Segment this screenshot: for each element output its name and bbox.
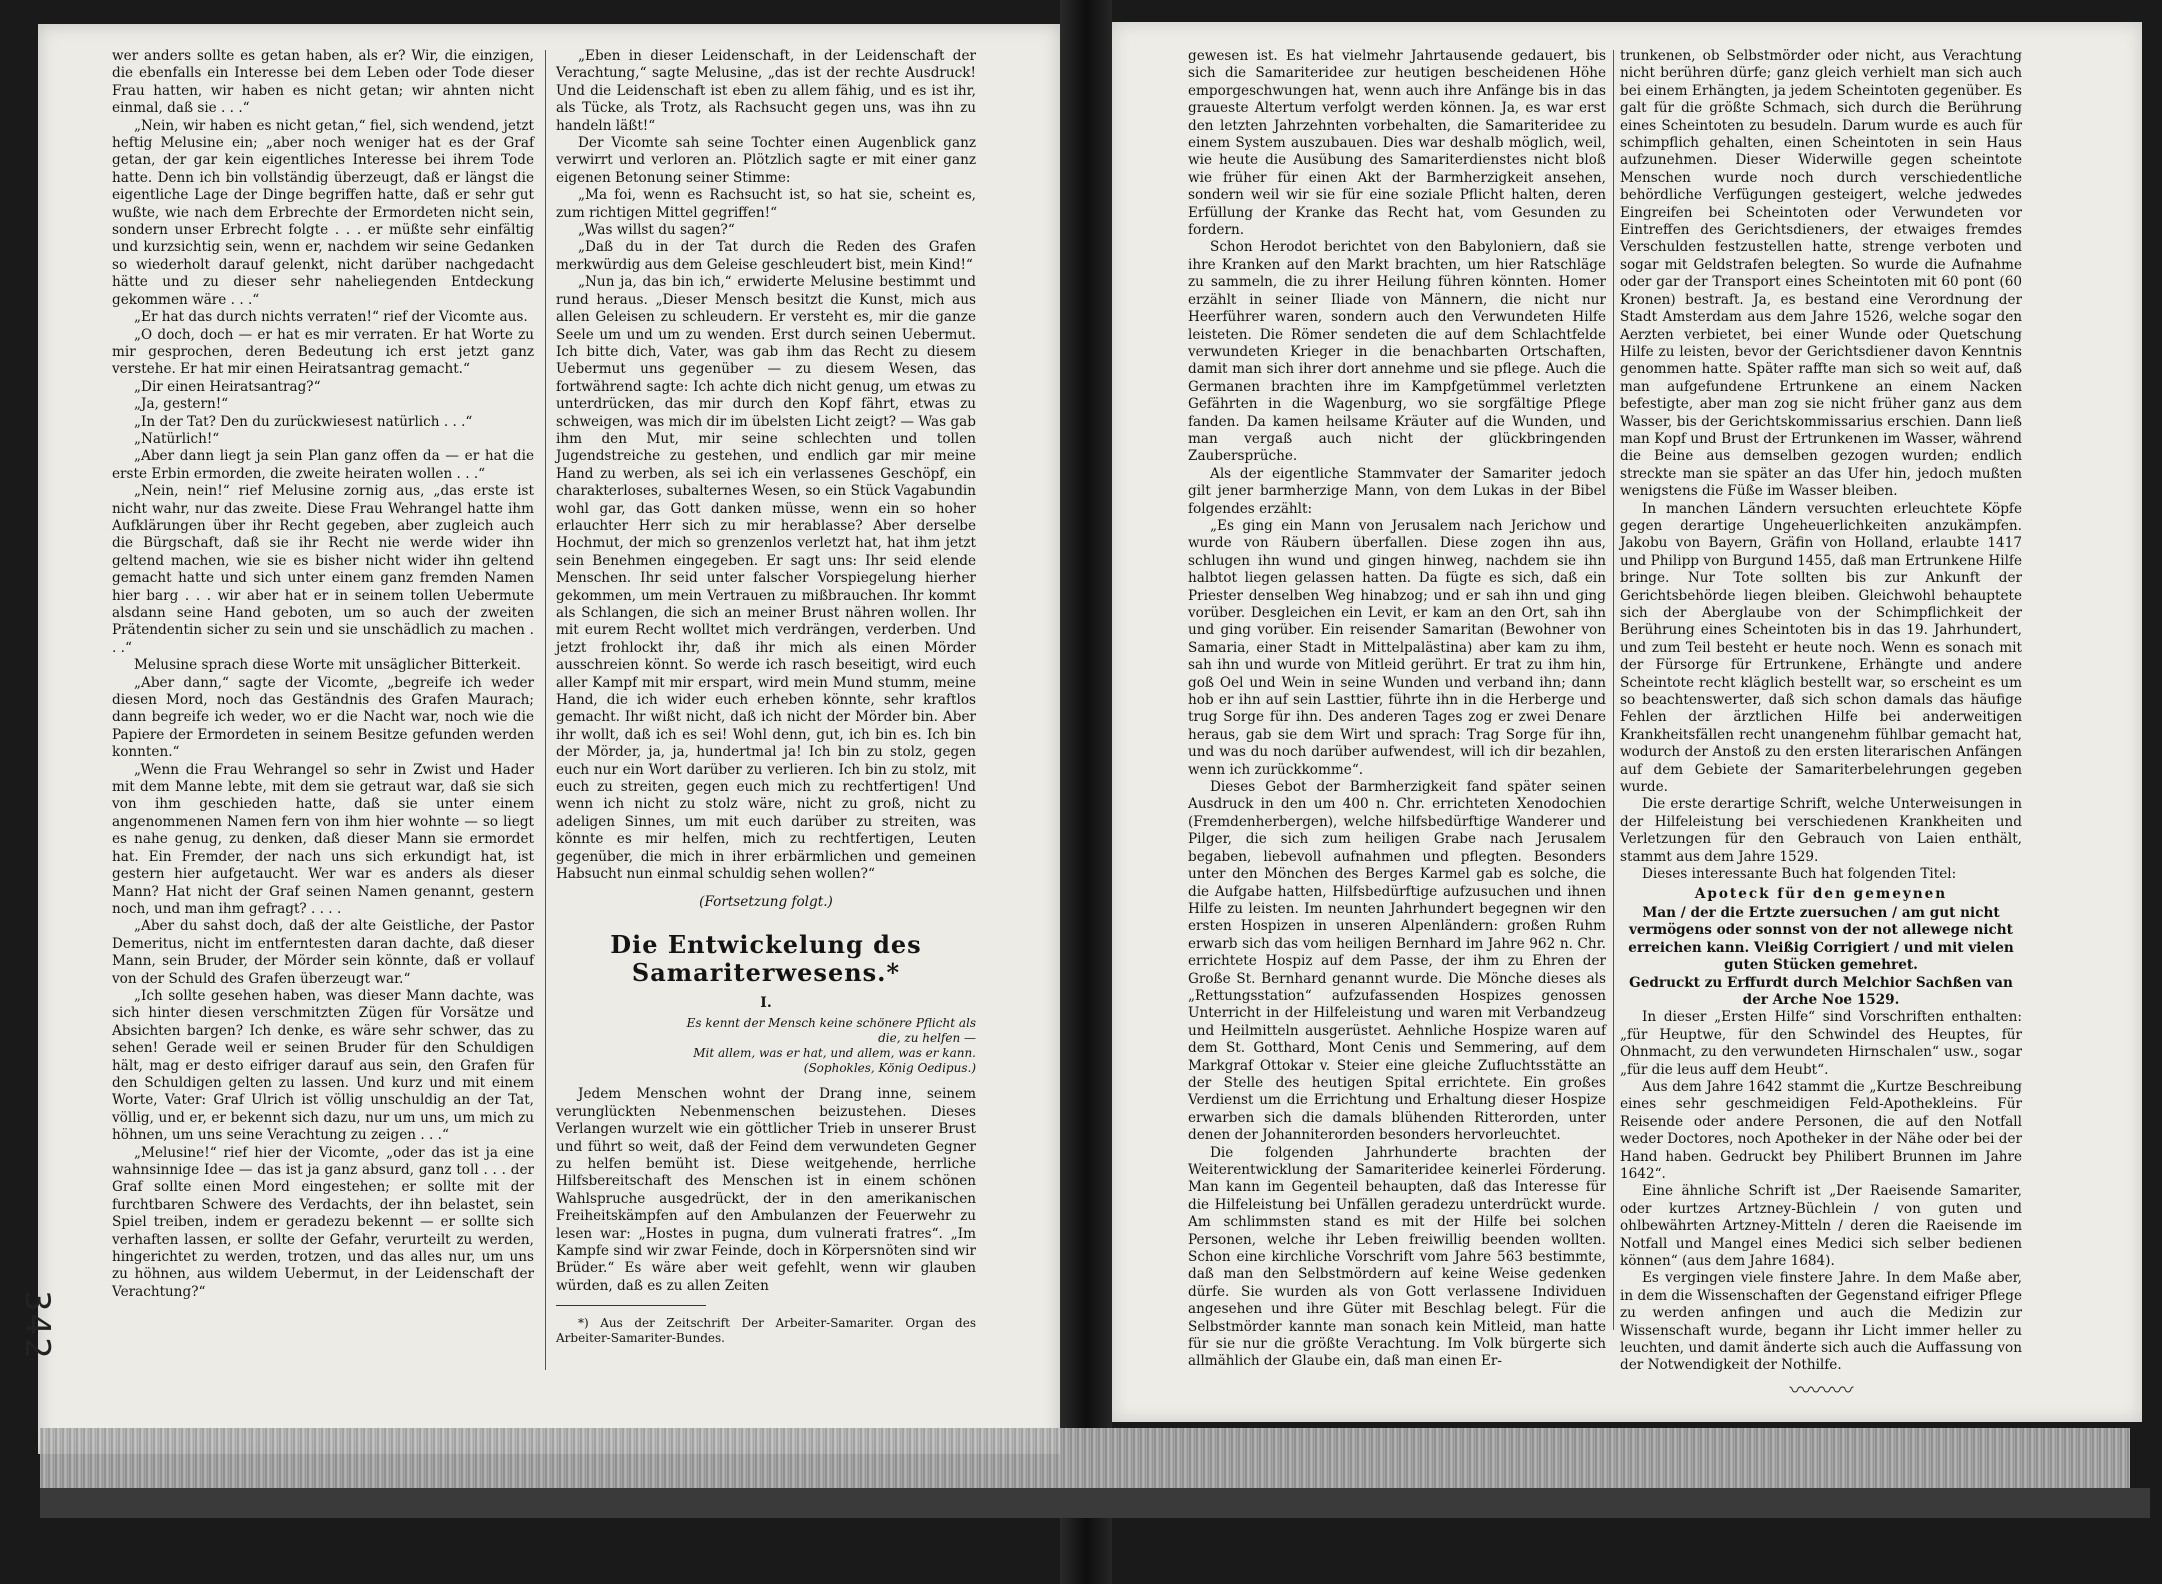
end-ornament: 〰〰〰 [1789,1378,1853,1404]
paragraph: „Aber dann liegt ja sein Plan ganz offen da — er hat die erste Erbin ermorden, die zweite heiraten wollen . . .“ [112,448,534,482]
motto-line: Es kennt der Mensch keine schönere Pflicht als [686,1016,976,1031]
footnote: *) Aus der Zeitschrift Der Arbeiter-Samariter. Organ des Arbeiter-Samariter-Bundes. [556,1316,976,1346]
book-gutter [1060,0,1112,1584]
page-edges [40,1428,2130,1490]
book-title-heading: Apoteck für den gemeynen [1694,885,1948,902]
to-be-continued: (Fortsetzung folgt.) [699,893,833,910]
article-section-number: I. [760,994,772,1011]
motto-line: die, zu helfen — [878,1031,976,1046]
paragraph: „Was willst du sagen?“ [578,222,735,239]
column-3 [1188,48,1606,1370]
paragraph: „Dir einen Heiratsantrag?“ [134,378,321,395]
paragraph: „Ma foi, wenn es Rachsucht ist, so hat sie, scheint es, zum richtigen Mittel gegriffen!“ [556,187,976,221]
paragraph: „Nun ja, das bin ich,“ erwiderte Melusine bestimmt und rund heraus. „Dieser Mensch besitzt die Kunst, mich aus allen Geleisen zu schleudern. Er versteht es, mir die ganze Seele um und um zu wenden. Erst durch seinen Uebermut. Ich bitte dich, Vater, was gab ihm das Recht zu diesem Uebermut uns gegenüber — zu diesem Wesen, das fortwährend sagte: Ich achte dich nicht genug, um etwas zu unterdrücken, das mir durch den Kopf fährt, etwas zu schweigen, was mich dir im übelsten Licht zeigt? — Was gab ihm den Mut, mir seine schlechten und tollen Jugendstreiche zu gestehen, und endlich gar mir meine Hand zu werben, als sei ich ein verlassenes Geschöpf, ein charakterloses, subalternes Wesen, so ein Stück Vagabundin wohl gar, das Gott danken müsse, wenn ein so hoher erlauchter Herr sich zu mir herablasse? Aber derselbe Hochmut, der mich so grenzenlos verletzt hat, hat ihm jetzt sein Benehmen eingegeben. Er sagt uns: Ihr seid elende Menschen. Ihr seid unter falscher Vorspiegelung hierher gekommen, um mein Vertrauen zu mißbrauchen. Ihr kommt als Schlangen, die sich an meiner Brust nähren wollen. Ihr mit eurem Recht wolltet mich verdrängen, verderben. Und jetzt frohlockt ihr, daß ihr mich als einen Mörder ausschreien könnt. So werde ich rasch beseitigt, wird euch aller Kampf mit mir erspart, wird mein Mund stumm, meine Hand, die ich wider euch erheben könnte, sehr kraftlos gemacht. Ihr wißt nicht, daß ich nicht der Mörder bin. Aber ihr wollt, daß ich es sei! Wohl denn, gut, ich bin es. Ich bin der Mörder, ja, ja, hundertmal ja! Ich bin zu stolz, gegen euch nur ein Wort darüber zu verlieren. Ich bin zu stolz, mit euch zu streiten, gegen euch mich zu rechtfertigen! Und wenn ich nicht zu stolz wäre, nicht zu groß, nicht zu adeligen Sinnes, um mit euch darüber zu streiten, was könnte es mir helfen, mich zu rechtfertigen, Leuten gegenüber, die mich in ihrer erbärmlichen und gemeinen Habsucht nun einmal schuldig sehen wollen?“ [556,274,976,883]
article-title: Die Entwickelung des Samariterwesens.* [610,929,922,987]
paragraph: Eine ähnliche Schrift ist „Der Raeisende Samariter, oder kurtzes Artzney-Büchlein / von guten und ohlbewährten Artzney-Mitteln / deren die Raeisende im Notfall und Mangel eines Medici sich selber bedienen können“ (aus dem Jahre 1684). [1620,1183,2022,1270]
paragraph: „Melusine!“ rief hier der Vicomte, „oder das ist ja eine wahnsinnige Idee — das ist ja ganz absurd, ganz toll . . . der Graf sollte einen Mord eingestehen; er sollte mit der furchtbaren Schwere des Verdachts, der ihn belastet, sein Spiel treiben, indem er geradezu bekennt — er sollte sich verhaften lassen, er sollte der Gefahr, verurteilt zu werden, hingerichtet zu werden, trotzen, und das alles nur, um uns zu höhnen, aus wildem Uebermut, in der Leidenschaft der Verachtung?“ [112,1144,534,1300]
column-4 [1620,48,2022,1404]
paragraph: „Es ging ein Mann von Jerusalem nach Jerichow und wurde von Räubern überfallen. Diese zogen ihn aus, schlugen ihn wund und gingen hinweg, nachdem sie ihn halbtot liegen gelassen hatten. Da fügte es sich, daß ein Priester denselben Weg hinabzog; und er sah ihn und ging vorüber. Desgleichen ein Levit, er kam an den Ort, sah ihn und ging vorüber. Ein reisender Samaritan (Bewohner von Samaria, einer Stadt in Mittelpalästina) aber kam zu ihm, sah ihn und wurde von Mitleid gerührt. Er trat zu ihm hin, goß Oel und Wein in seine Wunden und verband ihn; dann hob er ihn auf sein Lasttier, führte ihn in die Herberge und trug Sorge für ihn. Des anderen Tages zog er zwei Denare heraus, gab sie dem Wirt und sprach: Trag Sorge für ihn, und was du noch darüber aufwendest, will ich dir bezahlen, wenn ich zurückkomme“. [1188,517,1606,778]
paragraph: Die folgenden Jahrhunderte brachten der Weiterentwicklung der Samariteridee keinerlei Förderung. Man kann im Gegenteil behaupten, daß das Interesse für die Hilfeleistung bei Unfällen geradezu unterdrückt wurde. Am schlimmsten stand es mit der Hilfe bei solchen Personen, welche ihr Leben freiwillig beenden wollten. Schon eine kirchliche Vorschrift vom Jahre 563 bestimmte, daß man den Selbstmördern auf keine Weise gedenken dürfe. Sie wurden als von Gott verlassene Individuen angesehen und ihre Güter mit Beschlag belegt. Für die Selbstmörder kannte man sonach kein Mitleid, man hatte für sie nur die größte Verachtung. Im Volk bürgerte sich allmählich der Glaube ein, daß man einen Er- [1188,1144,1606,1370]
paragraph: „O doch, doch — er hat es mir verraten. Er hat Worte zu mir gesprochen, deren Bedeutung ich erst jetzt ganz verstehe. Er hat mir einen Heiratsantrag gemacht.“ [112,326,534,378]
book-title-imprint: Gedruckt zu Erffurdt durch Melchior Sachßen van der Arche Noe 1529. [1629,974,2013,1008]
paragraph: Melusine sprach diese Worte mit unsäglicher Bitterkeit. [134,657,521,674]
paragraph: „In der Tat? Den du zurückwiesest natürlich . . .“ [134,413,473,430]
article-motto [596,1016,976,1076]
paragraph: „Eben in dieser Leidenschaft, in der Leidenschaft der Verachtung,“ sagte Melusine, „das ist der rechte Ausdruck! Und die Leidenschaft ist eben zu allem fähig, und es ist ihr, als Tücke, als Trotz, als Rachsucht gegen uns, was ihn zu handeln läßt!“ [556,48,976,134]
paragraph: Dieses Gebot der Barmherzigkeit fand später seinen Ausdruck in den um 400 n. Chr. errichteten Xenodochien (Fremdenherbergen), welche hilfsbedürftige Wanderer und Pilger, die sich zum heiligen Grabe nach Jerusalem begaben, liebevoll aufnahmen und pflegten. Besonders unter den Mönchen des Berges Karmel gab es solche, die die Aufgabe hatten, Hilfsbedürftige aufzusuchen und ihnen Hilfe zu leisten. Im neunten Jahrhundert begegnen wir den ersten Hospizen in unseren Alpenländern: großen Ruhm erwarb sich das vom heiligen Bernhard im Jahre 962 n. Chr. errichtete Hospiz auf dem Passe, der ihm zu Ehren der Große St. Bernhard genannt wurde. Die Mönche dieses als „Rettungsstation“ aufzufassenden Hospizes genossen Unterricht in der Hilfeleistung und waren mit Verbandzeug und Heilmitteln ausgerüstet. Aehnliche Hospize waren auf dem St. Gotthard, Mont Cenis und Semmering, auf dem Markgraf Ottokar v. Steier eine gleiche Zufluchtsstätte an der Stelle des heutigen Spital errichtete. Ein großes Verdienst um die Errichtung und Erhaltung dieser Hospize erwarben sich die damals blühenden Ritterorden, unter denen der Johanniterorden besonders hervorleuchtet. [1188,779,1606,1144]
column-divider [545,50,546,1370]
novel-continuation [556,48,976,884]
column-4-body [1620,48,2022,884]
paragraph: gewesen ist. Es hat vielmehr Jahrtausende gedauert, bis sich die Samariteridee zur heutigen bescheidenen Höhe emporgeschwungen hat, wenn auch ihre Anfänge bis in das graueste Altertum verfolgt werden können. Ja, es war erst den letzten Jahrzehnten vorbehalten, die Samariteridee zu einem System auszubauen. Dies war deshalb möglich, weil, wie heute die Ausübung des Samariterdienstes nicht bloß wie früher für einen Akt der Barmherzigkeit ansehen, sondern weil wir sie für eine soziale Pflicht halten, deren Erfüllung der Kranke das Recht hat, vom Gesunden zu fordern. [1188,48,1606,239]
column-1 [112,48,534,1378]
paragraph: Aus dem Jahre 1642 stammt die „Kurtze Beschreibung eines sehr geschmeidigen Feld-Apothekleins. Für Reisende oder andere Personen, die auf den Notfall weder Doctores, noch Apotheker in der Nähe oder bei der Hand haben. Gedruckt bey Philibert Brunnen im Jahre 1642“. [1620,1078,2022,1182]
paragraph: Die erste derartige Schrift, welche Unterweisungen in der Hilfeleistung bei verschiedenen Krankheiten und Verletzungen für den Gebrauch von Laien enthält, stammt aus dem Jahre 1529. [1620,796,2022,865]
paragraph: Es vergingen viele finstere Jahre. In dem Maße aber, in dem die Wissenschaften der Gegenstand eifriger Pflege zu werden anfingen und auch die Medizin zur Wissenschaft wurde, begann ihr Licht immer heller zu leuchten, und damit änderte sich auch die Auffassung von der Notwendigkeit der Nothilfe. [1620,1270,2022,1374]
motto-source: (Sophokles, König Oedipus.) [803,1061,976,1076]
page-number: 342 [17,1290,57,1361]
paragraph: Der Vicomte sah seine Tochter einen Augenblick ganz verwirrt und verloren an. Plötzlich sagte er mit einer ganz eigenen Betonung seiner Stimme: [556,135,976,186]
paragraph: In manchen Ländern versuchten erleuchtete Köpfe gegen derartige Ungeheuerlichkeiten anzukämpfen. Jakobu von Bayern, Gräfin von Holland, erlaubte 1417 und Philipp von Burgund 1455, daß man Ertrunkene Hilfe bringe. Nur Tote sollten bis zur Ankunft der Gerichtsbehörde liegen bleiben. Gleichwohl behauptete sich der Aberglaube von der Schimpflichkeit der Berührung eines Scheintoten bis in das 19. Jahrhundert, und zum Teil besteht er heute noch. Wenn es sonach mit der Fürsorge für Ertrunkene, Erhängte und andere Scheintote recht kläglich bestellt war, so erscheint es um so beachtenswerter, daß sich schon damals das häufige Fehlen der ärztlichen Hilfe bei anderweitigen Krankheitsfällen recht unangenehm fühlbar gemacht hat, wodurch der Anstoß zu den ersten literarischen Anfängen auf dem Gebiete der Samariterbelehrungen gegeben wurde. [1620,500,2022,796]
paragraph: Dieses interessante Buch hat folgenden Titel: [1642,866,1957,883]
column-4-continued [1620,1009,2022,1375]
footnote-rule [556,1305,706,1306]
paragraph: „Daß du in der Tat durch die Reden des Grafen merkwürdig aus dem Geleise geschleudert bist, mein Kind!“ [556,239,976,273]
paragraph: „Aber du sahst doch, daß der alte Geistliche, der Pastor Demeritus, nicht im entferntesten daran dachte, daß dieser Mann, sein Bruder, der Mörder sein könnte, daß er vollauf von der Schuld des Grafen überzeugt war.“ [112,918,534,987]
paragraph: „Nein, wir haben es nicht getan,“ fiel, sich wendend, jetzt heftig Melusine ein; „aber noch weniger hat es der Graf getan, der gar kein eigentliches Interesse bei ihrem Tode hatte. Denn ich bin vollständig überzeugt, daß er längst die eigentliche Lage der Dinge begriffen hatte, daß er sehr gut wußte, wie nach dem Erbrechte der Ermordeten nicht sein, sondern unser Erbrecht folgte . . . er müßte sehr einfältig und kurzsichtig sein, wenn er, nachdem wir seine Gedanken so wiederholt darauf gelenkt, nicht darüber nachgedacht hätte und zu dieser sehr naheliegenden Entdeckung gekommen wäre . . .“ [112,117,534,308]
motto-line: Mit allem, was er hat, und allem, was er kann. [693,1046,976,1061]
book-title-line: Man / der die Ertzte zuersuchen / am gut nicht vermögens oder sonnst von der not allewege nicht erreichen kann. Vleißig Corrigiert / und mit vielen guten Stücken gemehret. [1628,904,2014,974]
article-intro: Jedem Menschen wohnt der Drang inne, seinem verunglückten Nebenmenschen beizustehen. Dieses Verlangen wurzelt wie ein göttlicher Trieb in unserer Brust und führt so weit, daß der Feind dem verwundeten Gegner zu helfen bemüht ist. Diese weitgehende, herrliche Hilfsbereitschaft des Menschen ist in einem schönen Wahlspruche ausgedrückt, der in den amerikanischen Freiheitskämpfen auf den Ambulanzen der Feuerwehr zu lesen war: „Hostes in pugna, dum vulnerati fratres“. „Im Kampfe sind wir zwar Feinde, doch in Körpersnöten sind wir Brüder.“ Es wäre aber weit gefehlt, wenn wir glauben würden, daß es zu allen Zeiten [556,1086,976,1294]
paragraph: „Natürlich!“ [134,430,220,447]
column-divider [1613,50,1614,1330]
paragraph: „Ich sollte gesehen haben, was dieser Mann dachte, was sich hinter diesen verschmitzten Zügen für Vorsätze und Absichten bargen? Ich denke, es wäre sehr schwer, das zu sehen! Gerade weil er seinen Bruder für den Schuldigen hält, mag er desto eifriger darauf aus sein, den Grafen für den Schuldigen gelten zu lassen. Und kurz und mit einem Worte, Vater: Graf Ulrich ist völlig unschuldig an der Tat, völlig, und er, er bekennt sich dazu, nur um uns, um mich zu höhnen, um uns seine Verachtung zu zeigen . . .“ [112,987,534,1144]
page-edges-shadow [40,1488,2150,1518]
paragraph: „Er hat das durch nichts verraten!“ rief der Vicomte aus. [134,309,528,326]
paragraph: „Aber dann,“ sagte der Vicomte, „begreife ich weder diesen Mord, noch das Geständnis des Grafen Maurach; dann begreife ich weder, wo er die Nacht war, noch wie die Papiere der Ermordeten in seinem Besitze gefunden werden konnten.“ [112,674,534,761]
paragraph: wer anders sollte es getan haben, als er? Wir, die einzigen, die ebenfalls ein Interesse bei dem Leben oder Tode dieser Frau hatten, wir haben es nicht getan; wir ahnten nicht einmal, daß sie . . .“ [112,48,534,117]
paragraph: „Nein, nein!“ rief Melusine zornig aus, „das erste ist nicht wahr, nur das zweite. Diese Frau Wehrangel hatte ihm Aufklärungen über ihr Recht gegeben, aber zugleich auch die Bürgschaft, daß sie ihr Recht nie werde wider ihn geltend machen, wie sie es bisher nicht wider ihn geltend gemacht hatte und sich unter einem ganz fremden Namen hier barg . . . wir aber hat er in seinem tollen Uebermute alsdann seine Hand geboten, um so auch der zweiten Prätendentin sicher zu sein und sie unschädlich zu machen . . .“ [112,483,534,656]
paragraph: In dieser „Ersten Hilfe“ sind Vorschriften enthalten: „für Heuptwe, für den Schwindel des Heuptes, für Ohnmacht, zu den verwundeten Hirnschalen“ usw., sogar „für die leus auff dem Heubt“. [1620,1009,2022,1078]
paragraph: „Wenn die Frau Wehrangel so sehr in Zwist und Hader mit dem Manne lebte, mit dem sie getraut war, daß sie sich von ihm geschieden hatte, daß sie unter einem angenommenen Namen fern von ihm hier wohnte — so liegt es nahe genug, zu denken, daß dieser Mann sie ermordet hat. Ein Fremder, der nach uns sich erkundigt hat, ist gestern hier aufgetaucht. Wer war es anders als dieser Mann? Hat nicht der Graf seinen Namen genannt, gestern noch, und man ihm gefragt? . . . . [112,761,534,917]
paragraph: Als der eigentliche Stammvater der Samariter jedoch gilt jener barmherzige Mann, von dem Lukas in der Bibel folgendes erzählt: [1188,465,1606,517]
column-2 [556,48,976,1378]
paragraph: Schon Herodot berichtet von den Babyloniern, daß sie ihre Kranken auf den Markt brachten, um hier Ratschläge zu sammeln, die zu ihrer Heilung führen könnten. Homer erzählt in seiner Iliade von Männern, die nicht nur Heerführer waren, sondern auch den Verwundeten Hilfe leisteten. Die Römer sendeten die auf dem Schlachtfelde verwundeten Krieger in die benachbarten Ortschaften, damit man sich ihrer dort annehme und sie pflege. Auch die Germanen brachten ihre im Kampfgetümmel verletzten Gefährten in die Wagenburg, wo sie sorgfältige Pflege fanden. Da kamen heilsame Kräuter auf die Wunden, und man vergaß auch nicht der glückbringenden Zaubersprüche. [1188,239,1606,465]
paragraph: trunkenen, ob Selbstmörder oder nicht, aus Verachtung nicht berühren dürfe; ganz gleich verhielt man sich auch bei einem Erhängten, ja jedem Scheintoten gegenüber. Es galt für die größte Schmach, sich durch die Berührung eines Scheintoten zu besudeln. Darum wurde es auch für schimpflich gehalten, einen Scheintoten in sein Haus aufzunehmen. Dieser Widerwille gegen scheintote Menschen wurde noch durch verschiedentliche behördliche Verfügungen gesteigert, welche jedwedes Eingreifen bei Scheintoten oder Verwundeten vor Eintreffen des Gerichtsdieners, der etwaiges fremdes Verschulden festzustellen hatte, strenge verboten und sogar mit Geldstrafen belegten. So wurde die Aufnahme oder gar der Transport eines Scheintoten mit 60 pont (60 Kronen) bestraft. Ja, es bestand eine Verordnung der Stadt Amsterdam aus dem Jahre 1526, welche sogar den Aerzten verbietet, bei einer Wunde oder Quetschung Hilfe zu leisten, bevor der Gerichtsdiener davon Kenntnis genommen hatte. Später raffte man sich so weit auf, daß man aufgefundene Ertrunkene an einem Nacken befestigte, aber man zog sie nicht früher ganz aus dem Wasser, bis der Gerichtskommissarius erschien. Dann ließ man Kopf und Brust der Ertrunkenen im Wasser, während die Beine aus demselben gezogen wurden; endlich streckte man sie später an das Ufer hin, jedoch mußten wenigstens die Füße im Wasser bleiben. [1620,48,2022,500]
paragraph: „Ja, gestern!“ [134,396,229,413]
